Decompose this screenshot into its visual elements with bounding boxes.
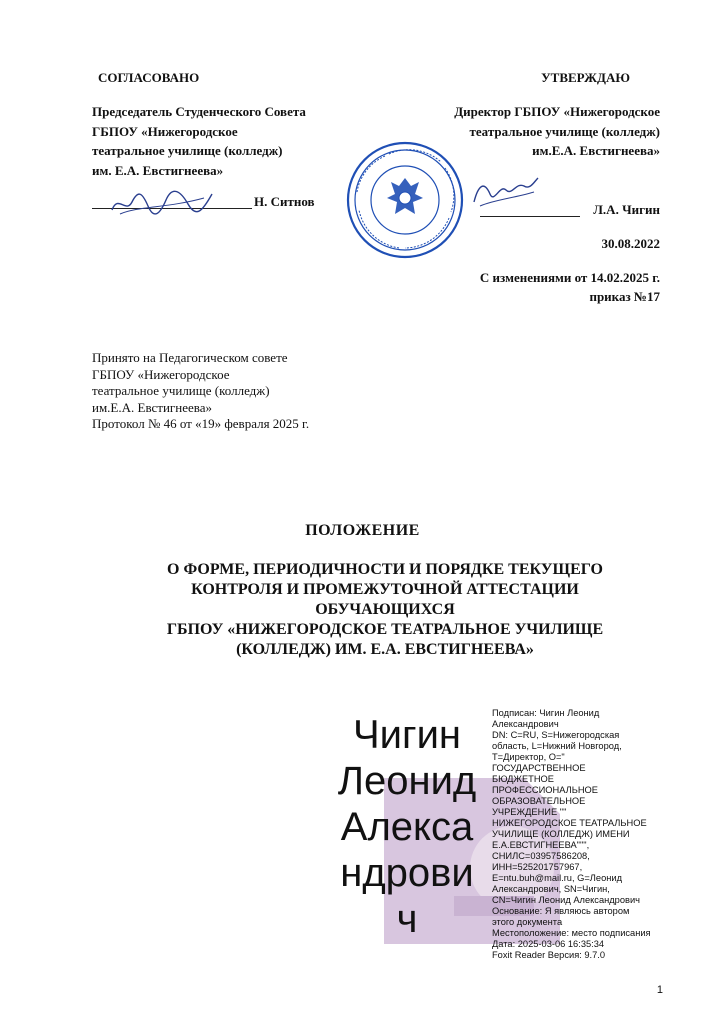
left-approval-heading: СОГЛАСОВАНО xyxy=(98,70,200,85)
document-subtitle xyxy=(140,560,630,660)
right-approval-line: театральное училище (колледж) xyxy=(469,123,660,139)
official-stamp-seal xyxy=(345,140,465,260)
signature-info-line: Основание: Я являюсь автором xyxy=(492,906,630,916)
left-approval-text xyxy=(92,102,306,180)
changes-order-line: приказ №17 xyxy=(589,289,660,304)
signature-name-line: Чигин xyxy=(352,713,462,757)
right-approval-heading: УТВЕРЖДАЮ xyxy=(541,70,630,85)
signature-info-line: НИЖЕГОРОДСКОЕ ТЕАТРАЛЬНОЕ xyxy=(492,818,647,828)
left-approval-line: Председатель Студенческого Совета xyxy=(92,104,306,119)
signature-info-line: ПРОФЕССИОНАЛЬНОЕ xyxy=(492,785,598,795)
accepted-line: театральное училище (колледж) xyxy=(92,383,270,398)
signature-info-line: область, L=Нижний Новгород, xyxy=(492,741,622,751)
signature-info-line: Дата: 2025-03-06 16:35:34 xyxy=(492,939,605,949)
accepted-line: Протокол № 46 от «19» февраля 2025 г. xyxy=(92,416,310,431)
handwritten-signature-left xyxy=(108,184,218,220)
signature-info-line: этого документа xyxy=(492,917,563,927)
signature-name-line: Леонид xyxy=(337,759,477,803)
signature-info-line: Александрович xyxy=(492,719,559,729)
signature-info-line: CN=Чигин Леонид Александрович xyxy=(492,895,640,905)
accepted-line: ГБПОУ «Нижегородское xyxy=(92,366,230,382)
right-signer-name: Л.А. Чигин xyxy=(593,202,660,217)
signature-info-line: T=Директор, O=" xyxy=(492,752,565,762)
handwritten-signature-right xyxy=(470,172,540,212)
right-approval-line: им.Е.А. Евстигнеева» xyxy=(532,143,660,158)
signature-info-line: ГОСУДАРСТВЕННОЕ xyxy=(492,763,586,773)
accepted-line: им.Е.А. Евстигнеева» xyxy=(92,399,212,415)
signature-info-line: Александрович, SN=Чигин, xyxy=(492,884,610,894)
left-approval-line: театральное училище (колледж) xyxy=(92,143,283,158)
signature-info-line: ОБРАЗОВАТЕЛЬНОЕ xyxy=(492,796,586,806)
signature-name-line: Алекса xyxy=(340,805,474,849)
signature-info-line: БЮДЖЕТНОЕ xyxy=(492,774,554,784)
left-signer-name: Н. Ситнов xyxy=(254,194,315,209)
signature-info-line: ИНН=525201757967, xyxy=(492,862,583,872)
subtitle-line: О ФОРМЕ, ПЕРИОДИЧНОСТИ И ПОРЯДКЕ ТЕКУЩЕГО xyxy=(167,561,603,578)
right-approval-text xyxy=(454,102,660,161)
document-title: ПОЛОЖЕНИЕ xyxy=(305,522,420,539)
left-approval-line: им. Е.А. Евстигнеева» xyxy=(92,162,224,178)
changes-note xyxy=(480,268,660,306)
signature-info-line: DN: C=RU, S=Нижегородская xyxy=(492,730,620,740)
signature-info-line: СНИЛС=03957586208, xyxy=(492,851,590,861)
changes-date-line: С изменениями от 14.02.2025 г. xyxy=(479,270,660,285)
right-signature-line xyxy=(480,216,580,217)
digital-signature-details xyxy=(492,708,672,961)
signature-info-line: УЧРЕЖДЕНИЕ "" xyxy=(492,807,567,817)
right-approval-line: Директор ГБПОУ «Нижегородское xyxy=(454,104,660,119)
page-number: 1 xyxy=(656,984,663,996)
accepted-note xyxy=(92,350,309,433)
accepted-line: Принято на Педагогическом совете xyxy=(92,350,288,365)
subtitle-line: ОБУЧАЮЩИХСЯ xyxy=(315,601,455,618)
subtitle-line: ГБПОУ «НИЖЕГОРОДСКОЕ ТЕАТРАЛЬНОЕ УЧИЛИЩЕ xyxy=(166,621,604,638)
signature-info-line: Подписан: Чигин Леонид xyxy=(492,708,600,718)
digital-signature-name xyxy=(322,712,492,942)
approval-date: 30.08.2022 xyxy=(601,236,660,251)
subtitle-line: (КОЛЛЕДЖ) ИМ. Е.А. ЕВСТИГНЕЕВА» xyxy=(236,641,534,658)
signature-info-line: УЧИЛИЩЕ (КОЛЛЕДЖ) ИМЕНИ xyxy=(492,829,630,839)
signature-info-line: E=ntu.buh@mail.ru, G=Леонид xyxy=(492,873,623,883)
signature-name-line: ч xyxy=(396,897,418,941)
signature-info-line: Foxit Reader Версия: 9.7.0 xyxy=(492,950,606,960)
signature-name-line: ндрови xyxy=(340,851,474,895)
left-approval-line: ГБПОУ «Нижегородское xyxy=(92,123,238,139)
subtitle-line: КОНТРОЛЯ И ПРОМЕЖУТОЧНОЙ АТТЕСТАЦИИ xyxy=(191,581,579,598)
signature-info-line: Е.А.ЕВСТИГНЕЕВА""", xyxy=(492,840,590,850)
signature-info-line: Местоположение: место подписания xyxy=(492,928,651,938)
